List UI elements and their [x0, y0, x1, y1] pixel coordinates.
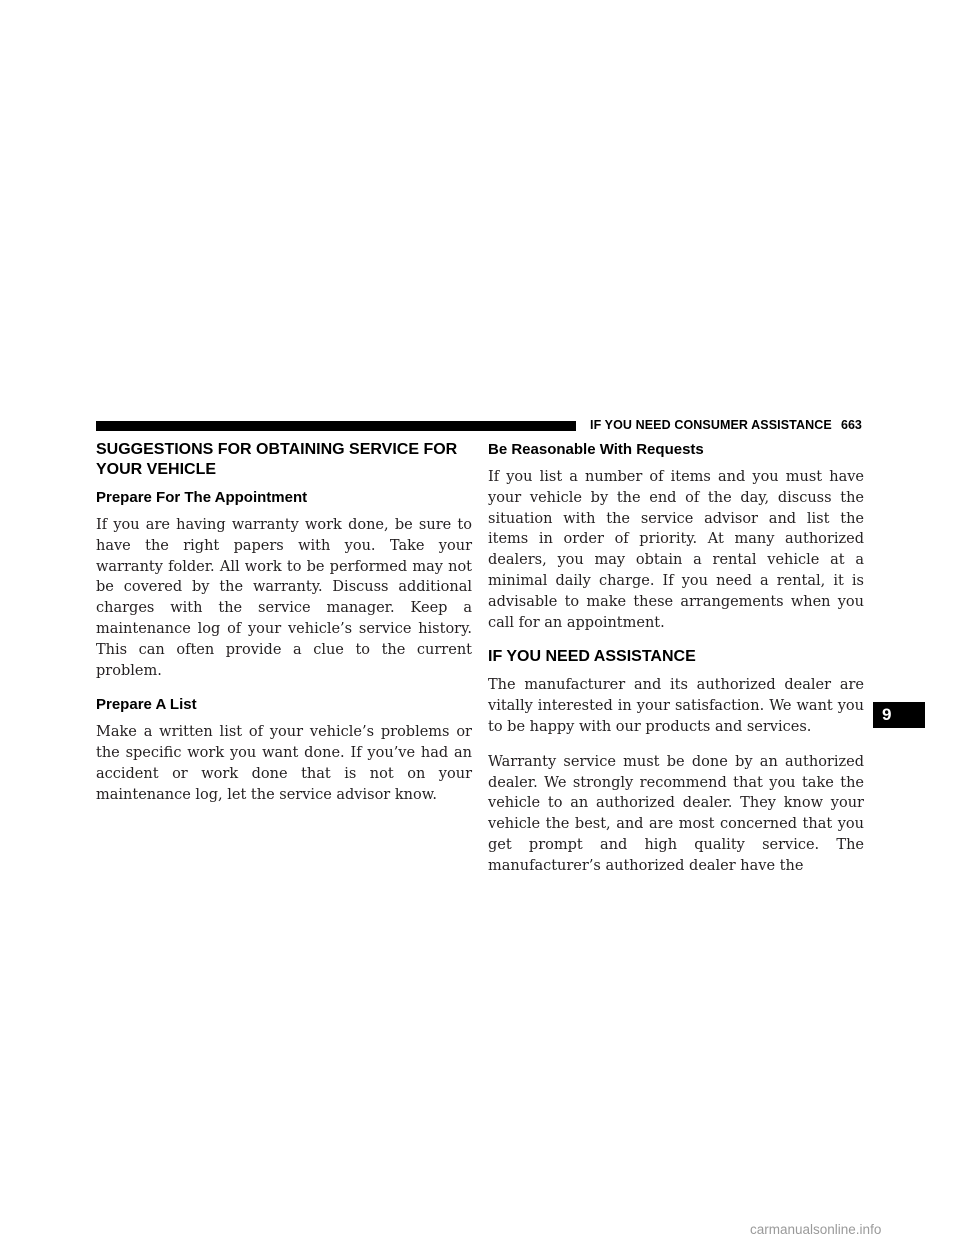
- watermark-text: carmanualsonline.info: [750, 1222, 882, 1237]
- chapter-tab: 9: [873, 702, 925, 728]
- paragraph-appointment: If you are having warranty work done, be sure to have the right papers with you. Take your warranty folder. All work to be performed may not be covered by the warranty. Discuss additional charges with the service manager. Keep a maintenance log of your vehicle’s service history. This can often provide a clue to the current problem.: [96, 517, 472, 679]
- right-column: [488, 440, 864, 891]
- paragraph-assistance-2: Warranty service must be done by an authorized dealer. We strongly recommend that you take the vehicle to an authorized dealer. They know your vehicle the best, and are most concerned that you get prompt and high quality service. The manufacturer’s authorized dealer have the: [488, 753, 864, 874]
- section-heading-requests: Be Reasonable With Requests: [488, 441, 704, 458]
- page-number: 663: [841, 418, 862, 432]
- section-heading-list: Prepare A List: [96, 696, 197, 714]
- paragraph-list: Make a written list of your vehicle’s problems or the specific work you want done. If you’ve had an accident or work done that is not on your maintenance log, let the service advisor know.: [96, 724, 472, 803]
- section-heading-appointment: Prepare For The Appointment: [96, 489, 308, 506]
- main-heading: SUGGESTIONS FOR OBTAINING SERVICE FOR YOUR VEHICLE: [96, 441, 458, 478]
- paragraph-requests: If you list a number of items and you must have your vehicle by the end of the day, discuss the situation with the service advisor and list the items in order of priority. At many authorized dealers, you may obtain a rental vehicle at a minimal daily charge. If you need a rental, it is advisable to make these arrangements when you call for an appointment.: [488, 469, 864, 631]
- paragraph-assistance-1: The manufacturer and its authorized dealer are vitally interested in your satisfaction. We want you to be happy with our products and services.: [488, 677, 864, 735]
- header-rule: [96, 421, 576, 431]
- assistance-heading: IF YOU NEED ASSISTANCE: [488, 648, 696, 666]
- running-header-title: IF YOU NEED CONSUMER ASSISTANCE: [590, 418, 832, 432]
- left-column: [96, 440, 472, 820]
